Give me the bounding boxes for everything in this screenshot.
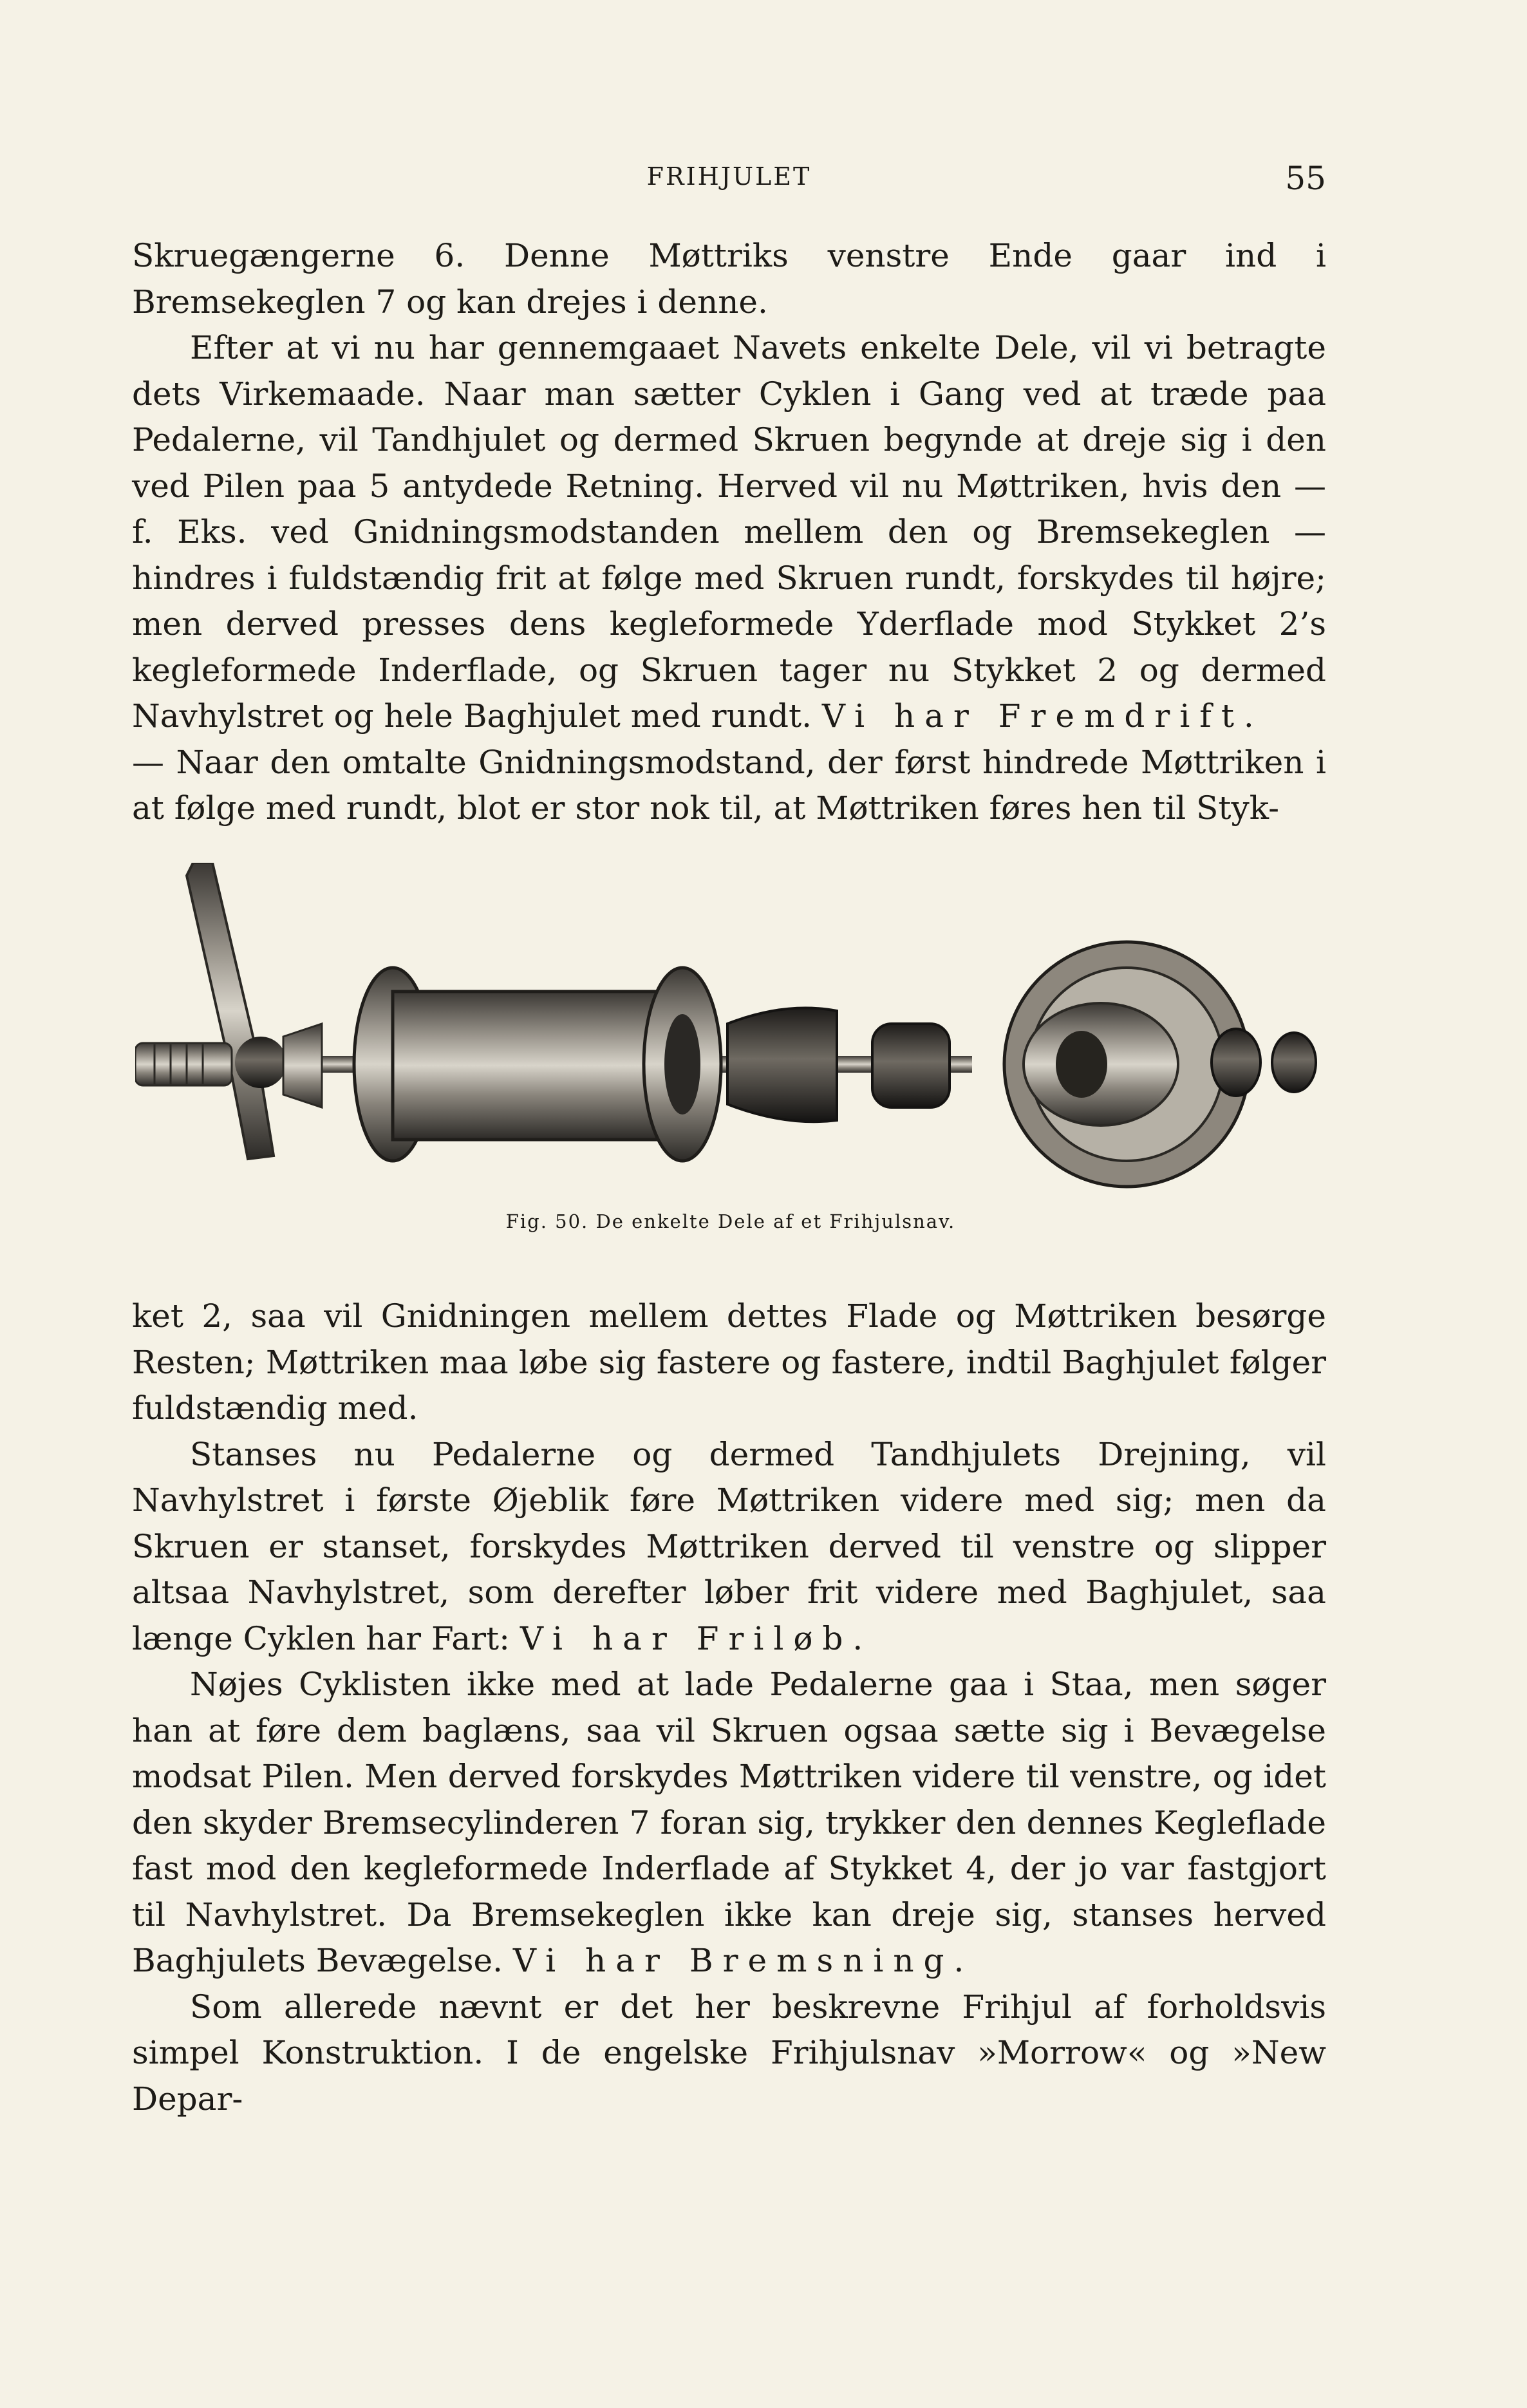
running-title: FRIHJULET: [646, 162, 812, 191]
emphasis-text: Vi har Friløb.: [520, 1619, 873, 1657]
page-number: 55: [1285, 160, 1326, 197]
paragraph-text: Stanses nu Pedalerne og dermed Tandhjulets Drejning, vil Navhylstret i første Øjeblik føre Møttriken videre med sig; men da Skruen er stanset, forskydes Møttriken derved til venstre og slipper altsaa Navhylstret, som derefter løber frit videre med Baghjulet, saa længe Cyklen har Fart:: [132, 1435, 1326, 1657]
page-header: [132, 162, 1326, 201]
brake-cone: [727, 1008, 837, 1122]
paragraph: Skruegængerne 6. Denne Møttriks venstre Ende gaar ind i Bremsekeglen 7 og kan drejes i denne.: [132, 237, 1326, 321]
drive-nut: [872, 1024, 950, 1107]
end-nut: [1272, 1033, 1316, 1092]
figure-caption: Fig. 50. De enkelte Dele af et Frihjulsnav.: [505, 1210, 956, 1232]
paragraph: ket 2, saa vil Gnidningen mellem dettes Flade og Møttriken besørge Resten; Møttriken maa løbe sig fastere og fastere, indtil Baghjulet følger fuldstændig med.: [132, 1297, 1326, 1427]
lock-nut: [1212, 1029, 1260, 1096]
paragraph-text: Nøjes Cyklisten ikke med at lade Pedalerne gaa i Staa, men søger han at føre dem baglæns, saa vil Skruen ogsaa sætte sig i Bevægelse modsat Pilen. Men derved forskydes Møttriken videre til venstre, og idet den skyder Bremsecylinderen 7 foran sig, trykker den dennes Kegleflade fast mod den kegleformede Inderflade af Stykket 4, der jo var fastgjort til Navhylstret. Da Bremsekeglen ikke kan dreje sig, stanses herved Baghjulets Bevægelse.: [132, 1666, 1326, 1979]
paragraph: Som allerede nævnt er det her beskrevne Frihjul af forholdsvis simpel Konstruktion. I de engelske Frihjulsnav »Morrow« og »New Depar-: [132, 1988, 1326, 2118]
hub-parts-illustration: [135, 863, 1326, 1210]
axle-nut: [135, 1043, 232, 1086]
emphasis-text: Vi har Fremdrift.: [821, 697, 1264, 735]
hub-shell: [393, 992, 682, 1140]
paragraph-text: Efter at vi nu har gennemgaaet Navets enkelte Dele, vil vi betragte dets Virkemaade. Naar man sætter Cyklen i Gang ved at træde paa Pedalerne, vil Tandhjulet og dermed Skruen begynde at dreje sig i den ved Pilen paa 5 antydede Retning. Herved vil nu Møttriken, hvis den — f. Eks. ved Gnidningsmodstanden mellem den og Bremsekeglen — hindres i fuldstændig frit at følge med Skruen rundt, forskydes til højre; men derved presses dens kegleformede Yderflade mod Stykket 2’s kegleformede Inderflade, og Skruen tager nu Stykket 2 og dermed Navhylstret og hele Baghjulet med rundt.: [132, 329, 1326, 735]
text-block-top: [132, 233, 1326, 832]
lever-boss: [235, 1037, 286, 1088]
cone-part: [283, 1024, 322, 1107]
paragraph: [132, 325, 1326, 740]
emphasis-text: Vi har Bremsning.: [512, 1942, 974, 1979]
figure-hub-parts: [135, 863, 1326, 1232]
paragraph: — Naar den omtalte Gnidningsmodstand, der først hindrede Møttriken i at følge med rundt, blot er stor nok til, at Møttriken føres hen til Styk-: [132, 743, 1326, 827]
paragraph: [132, 1662, 1326, 1984]
brake-lever-arm: [187, 863, 274, 1159]
paragraph: [132, 1432, 1326, 1662]
text-block-bottom: [132, 1293, 1326, 2122]
hub-bore: [664, 1014, 700, 1115]
